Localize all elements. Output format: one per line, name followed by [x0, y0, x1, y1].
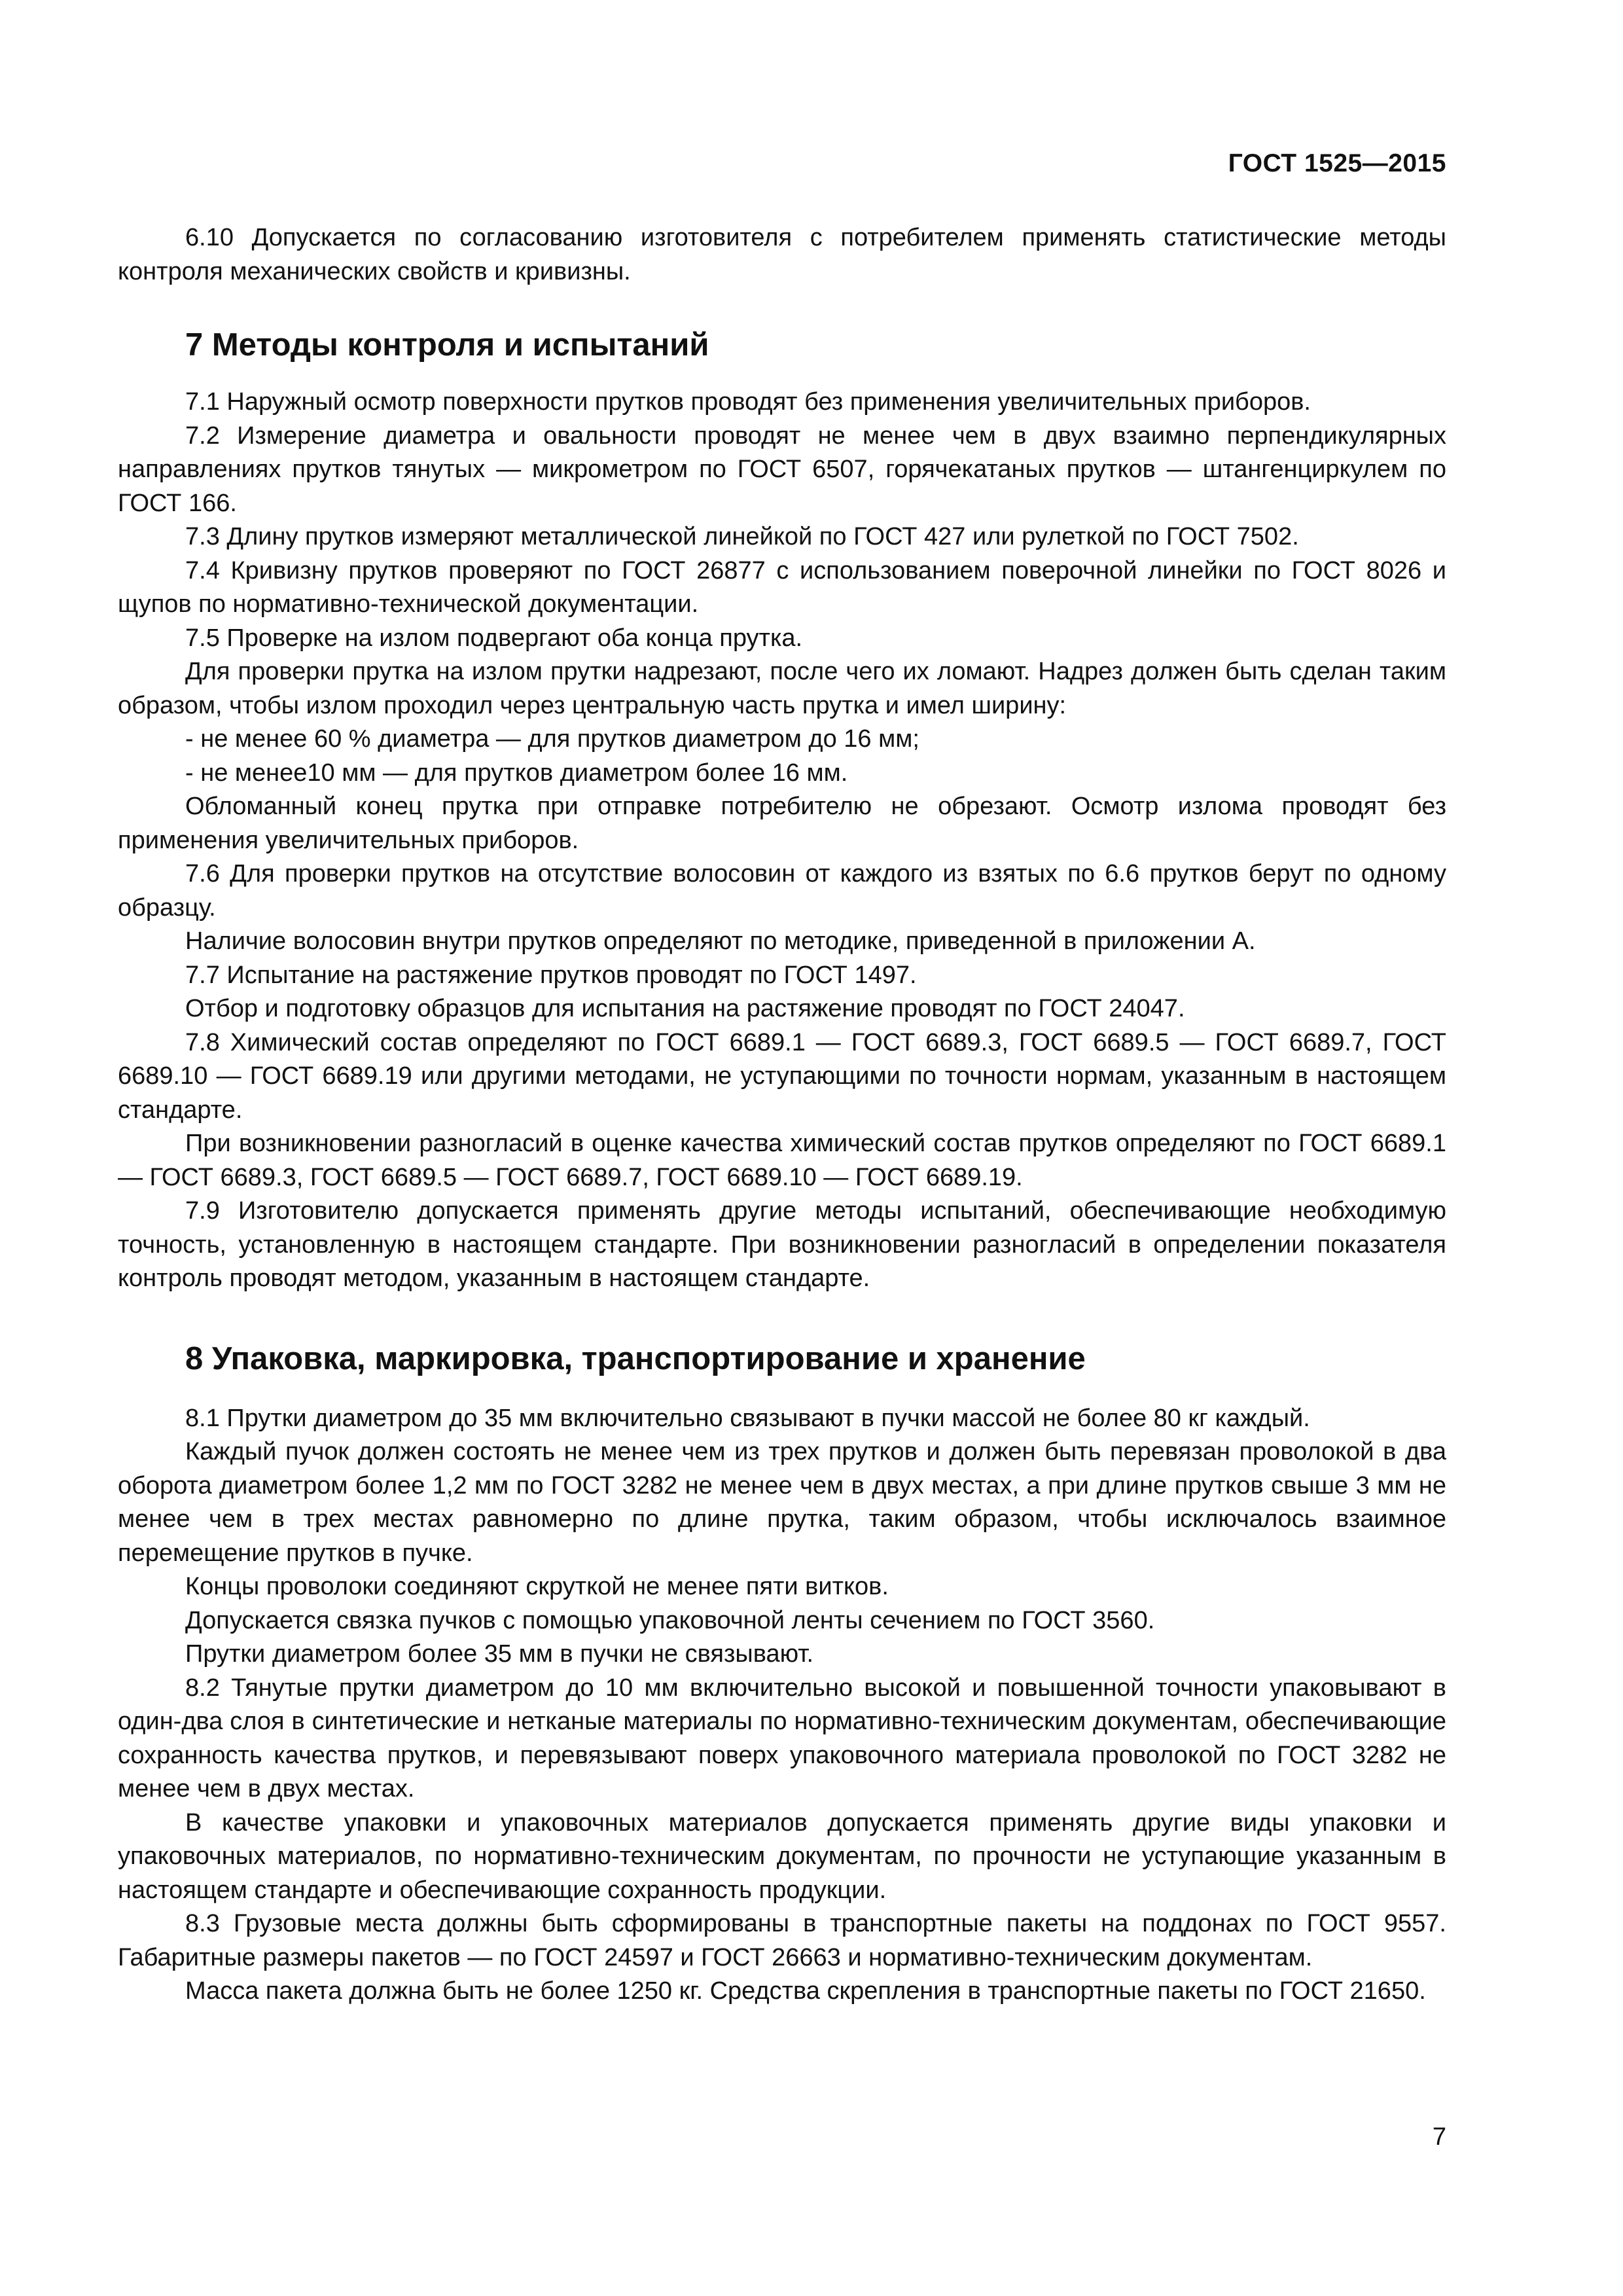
paragraph-7-5-inspection: Обломанный конец прутка при отправке потребителю не обрезают. Осмотр излома проводят без применения увеличительных приборов. [118, 793, 1446, 854]
document-page [118, 0, 1446, 2296]
paragraph-8-2: 8.2 Тянутые прутки диаметром до 10 мм включительно высокой и повышенной точности упаковывают в один-два слоя в синтетические и нетканые материалы по нормативно-техническим документам, обеспечивающие сохранность качества прутков, и перевязывают поверх упаковочного материала проволокой по ГОСТ 3282 не менее чем в двух местах. [118, 1674, 1446, 1803]
page-number: 7 [1432, 2123, 1446, 2151]
paragraph-7-5: 7.5 Проверке на излом подвергают оба конца прутка. [185, 624, 803, 652]
paragraph-6-10: 6.10 Допускается по согласованию изготовителя с потребителем применять статистические методы контроля механических свойств и кривизны. [118, 224, 1446, 285]
paragraph-8-1-tape: Допускается связка пучков с помощью упаковочной ленты сечением по ГОСТ 3560. [185, 1606, 1155, 1634]
paragraph-7-7: 7.7 Испытание на растяжение прутков проводят по ГОСТ 1497. [185, 961, 917, 989]
paragraph-8-3-mass: Масса пакета должна быть не более 1250 кг. Средства скрепления в транспортные пакеты по ГОСТ 21650. [185, 1977, 1426, 2005]
page-content [118, 221, 1446, 2009]
paragraph-7-1: 7.1 Наружный осмотр поверхности прутков проводят без применения увеличительных приборов. [185, 388, 1311, 416]
paragraph-7-6-method: Наличие волосовин внутри прутков определяют по методике, приведенной в приложении А. [185, 927, 1256, 955]
section-8-heading: 8 Упаковка, маркировка, транспортирование и хранение [185, 1340, 1086, 1376]
paragraph-7-7-samples: Отбор и подготовку образцов для испытания на растяжение проводят по ГОСТ 24047. [185, 995, 1185, 1022]
document-code-header: ГОСТ 1525—2015 [1228, 149, 1446, 177]
paragraph-8-1: 8.1 Прутки диаметром до 35 мм включительно связывают в пучки массой не более 80 кг каждый. [185, 1404, 1310, 1432]
paragraph-8-1-wire-ends: Концы проволоки соединяют скруткой не менее пяти витков. [185, 1573, 889, 1600]
section-7-heading: 7 Методы контроля и испытаний [185, 327, 709, 363]
list-item-notch-small: - не менее 60 % диаметра — для прутков диаметром до 16 мм; [185, 725, 919, 753]
paragraph-7-8-disputes: При возникновении разногласий в оценке качества химический состав прутков определяют по ГОСТ 6689.1 — ГОСТ 6689.3, ГОСТ 6689.5 — ГОСТ 6689.7, ГОСТ 6689.10 — ГОСТ 6689.19. [118, 1130, 1446, 1191]
paragraph-8-1-large-bars: Прутки диаметром более 35 мм в пучки не связывают. [185, 1640, 814, 1668]
paragraph-7-2: 7.2 Измерение диаметра и овальности проводят не менее чем в двух взаимно перпендикулярных направлениях прутков тянутых — микрометром по ГОСТ 6507, горячекатаных прутков — штангенциркулем по ГОСТ 166. [118, 422, 1446, 517]
paragraph-7-8: 7.8 Химический состав определяют по ГОСТ 6689.1 — ГОСТ 6689.3, ГОСТ 6689.5 — ГОСТ 6689.7, ГОСТ 6689.10 — ГОСТ 6689.19 или другими методами, не уступающими по точности нормам, указанным в настоящем стандарте. [118, 1028, 1446, 1124]
paragraph-7-3: 7.3 Длину прутков измеряют металлической линейкой по ГОСТ 427 или рулеткой по ГОСТ 7502. [185, 523, 1299, 550]
list-item-notch-large: - не менее10 мм — для прутков диаметром более 16 мм. [185, 759, 848, 787]
paragraph-7-4: 7.4 Кривизну прутков проверяют по ГОСТ 26877 с использованием поверочной линейки по ГОСТ 8026 и щупов по нормативно-технической документации. [118, 556, 1446, 618]
paragraph-8-1-bundle: Каждый пучок должен состоять не менее чем из трех прутков и должен быть перевязан проволокой в два оборота диаметром более 1,2 мм по ГОСТ 3282 не менее чем в двух местах, а при длине прутков свыше 3 мм не менее чем в трех местах равномерно по длине прутка, таким образом, чтобы исключалось взаимное перемещение прутков в пучке. [118, 1438, 1446, 1567]
paragraph-8-3: 8.3 Грузовые места должны быть сформированы в транспортные пакеты на поддонах по ГОСТ 9557. Габаритные размеры пакетов — по ГОСТ 24597 и ГОСТ 26663 и нормативно-техническим документам. [118, 1910, 1446, 1971]
paragraph-7-9: 7.9 Изготовителю допускается применять другие методы испытаний, обеспечивающие необходимую точность, установленную в настоящем стандарте. При возникновении разногласий в определении показателя контроль проводят методом, указанным в настоящем стандарте. [118, 1197, 1446, 1292]
paragraph-8-2-alternatives: В качестве упаковки и упаковочных материалов допускается применять другие виды упаковки и упаковочных материалов, по нормативно-техническим документам, по прочности не уступающие указанным в настоящем стандарте и обеспечивающие сохранность продукции. [118, 1808, 1446, 1904]
paragraph-7-5-notch: Для проверки прутка на излом прутки надрезают, после чего их ломают. Надрез должен быть сделан таким образом, чтобы излом проходил через центральную часть прутка и имел ширину: [118, 658, 1446, 719]
paragraph-7-6: 7.6 Для проверки прутков на отсутствие волосовин от каждого из взятых по 6.6 прутков берут по одному образцу. [118, 860, 1446, 922]
